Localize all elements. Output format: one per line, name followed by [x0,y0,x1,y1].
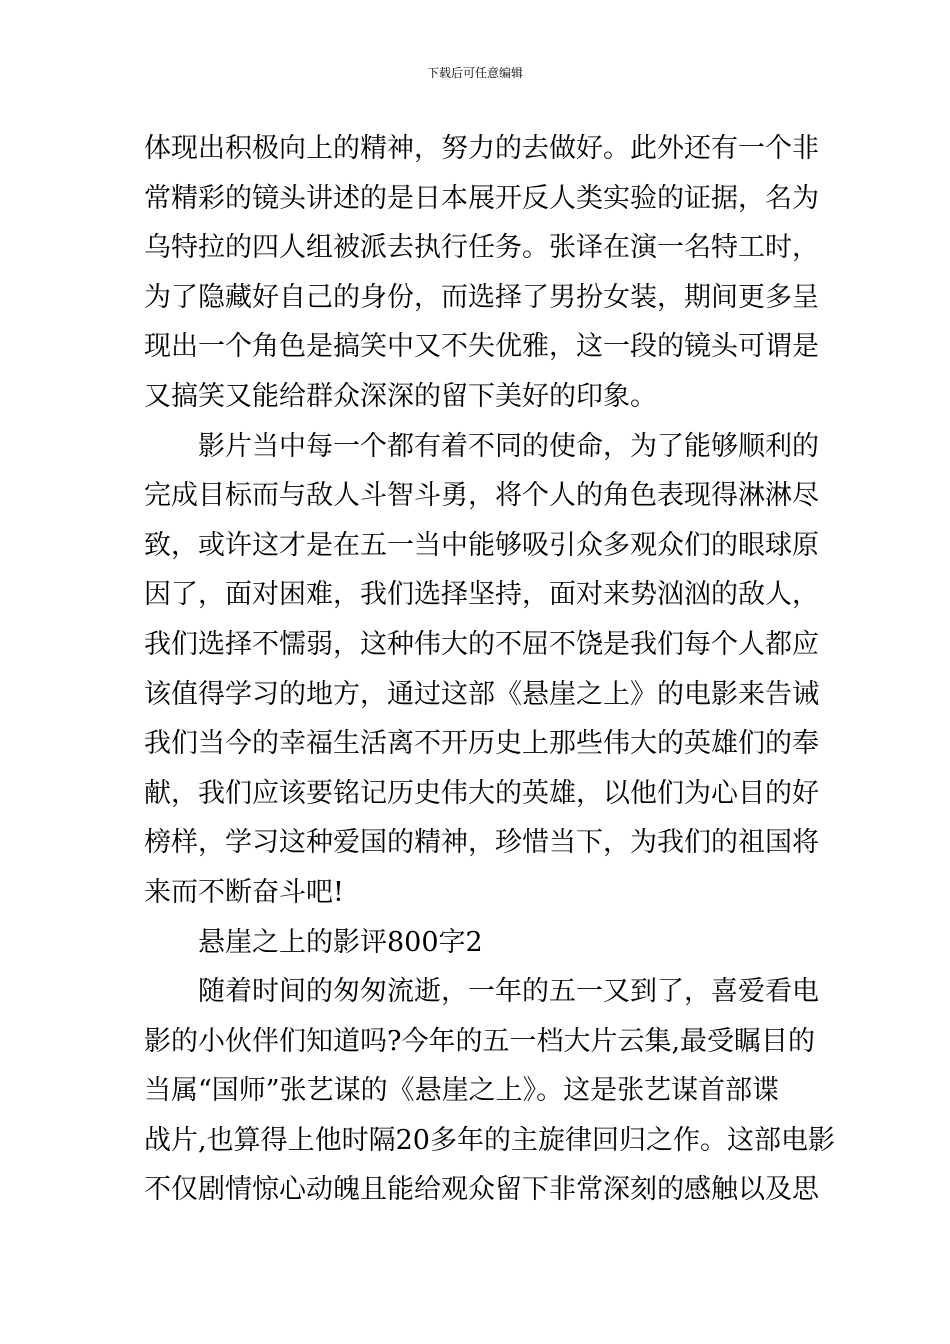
body-text [144,124,835,1215]
text-line: 致，或许这才是在五一当中能够吸引众多观众们的眼球原 [144,529,819,561]
section-heading: 悬崖之上的影评800字2 [144,926,483,958]
text-line: 现出一个角色是搞笑中又不失优雅，这一段的镜头可谓是 [144,331,819,363]
text-line: 为了隐藏好自己的身份，而选择了男扮女装，期间更多呈 [144,281,819,313]
text-line: 又搞笑又能给群众深深的留下美好的印象。 [144,380,657,412]
text-line: 完成目标而与敌人斗智斗勇，将个人的角色表现得淋淋尽 [144,480,819,512]
text-line: 因了，面对困难，我们选择坚持，面对来势汹汹的敌人， [144,579,819,611]
page-header: 下载后可任意编辑 [426,66,523,80]
text-line: 来而不断奋斗吧! [144,876,344,908]
text-line: 不仅剧情惊心动魄且能给观众留下非常深刻的感触以及思 [144,1174,819,1206]
text-line: 随着时间的匆匆流逝，一年的五一又到了，喜爱看电 [144,976,819,1008]
text-line: 献，我们应该要铭记历史伟大的英雄，以他们为心目的好 [144,777,819,809]
text-line: 常精彩的镜头讲述的是日本展开反人类实验的证据，名为 [144,182,819,214]
text-line: 体现出积极向上的精神，努力的去做好。此外还有一个非 [144,133,819,164]
text-line: 影片当中每一个都有着不同的使命，为了能够顺利的 [144,430,819,462]
text-line: 该值得学习的地方，通过这部《悬崖之上》的电影来告诫 [144,678,819,710]
text-line: 战片,也算得上他时隔20多年的主旋律回归之作。这部电影 [144,1124,835,1156]
text-line: 榜样，学习这种爱国的精神，珍惜当下，为我们的祖国将 [144,827,819,859]
text-line: 我们选择不懦弱，这种伟大的不屈不饶是我们每个人都应 [144,628,819,660]
text-line: 当属“国师”张艺谋的《悬崖之上》。这是张艺谋首部谍 [144,1075,780,1107]
text-line: 影的小伙伴们知道吗?今年的五一档大片云集,最受瞩目的 [144,1025,816,1057]
text-line: 我们当今的幸福生活离不开历史上那些伟大的英雄们的奉 [144,728,819,760]
text-line: 乌特拉的四人组被派去执行任务。张译在演一名特工时， [144,232,819,264]
